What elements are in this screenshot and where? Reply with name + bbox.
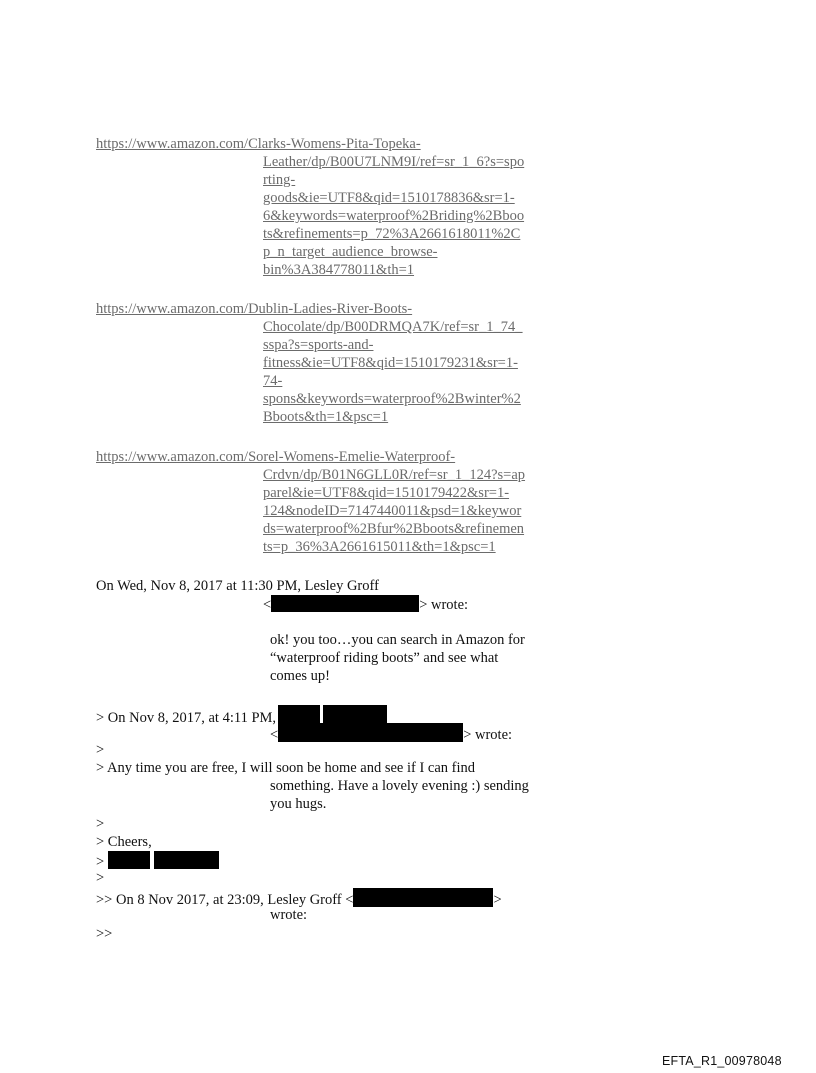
link-1-line-4[interactable]: goods&ie=UTF8&qid=1510178836&sr=1- <box>263 190 515 206</box>
redaction-bar <box>154 851 219 869</box>
reply-body-line-1: ok! you too…you can search in Amazon for <box>270 632 525 648</box>
redaction-bar <box>271 595 419 612</box>
link-2-line-3[interactable]: sspa?s=sports-and- <box>263 337 374 353</box>
quote-1-header-text: > On Nov 8, 2017, at 4:11 PM, <box>96 710 277 726</box>
redaction-bar <box>323 705 387 725</box>
link-3-line-3[interactable]: parel&ie=UTF8&qid=1510179422&sr=1- <box>263 485 510 501</box>
quote-2-header-text: >> On 8 Nov 2017, at 23:09, Lesley Groff < <box>96 892 354 908</box>
link-3-line-4[interactable]: 124&nodeID=7147440011&psd=1&keywor <box>263 503 522 519</box>
quote-marker: > <box>96 742 105 758</box>
link-3-line-5[interactable]: ds=waterproof%2Bfur%2Bboots&refinemen <box>263 521 525 537</box>
link-2-line-5[interactable]: 74- <box>263 373 283 389</box>
quote-signature <box>96 851 219 871</box>
quote-marker-double: >> <box>96 926 113 942</box>
link-1-line-7[interactable]: p_n_target_audience_browse- <box>263 244 438 260</box>
quote-1-address <box>270 723 512 744</box>
link-1-line-3[interactable]: rting- <box>263 172 296 188</box>
link-3-line-2[interactable]: Crdvn/dp/B01N6GLL0R/ref=sr_1_124?s=ap <box>263 467 526 483</box>
reply-body-line-2: “waterproof riding boots” and see what <box>270 650 499 666</box>
quote-cheers: > Cheers, <box>96 834 152 850</box>
link-1-line-6[interactable]: ts&refinements=p_72%3A2661618011%2C <box>263 226 521 242</box>
link-2-line-4[interactable]: fitness&ie=UTF8&qid=1510179231&sr=1- <box>263 355 518 371</box>
link-1-line-1[interactable]: https://www.amazon.com/Clarks-Womens-Pita-Topeka- <box>96 136 421 152</box>
reply-wrote: > wrote: <box>419 597 469 613</box>
redaction-bar <box>278 723 463 742</box>
quote-1-wrote: > wrote: <box>463 727 513 743</box>
quote-1-body-line-1: > Any time you are free, I will soon be home and see if I can find <box>96 760 476 776</box>
reply-open-bracket: < <box>263 597 272 613</box>
link-1-line-5[interactable]: 6&keywords=waterproof%2Briding%2Bboo <box>263 208 525 224</box>
redaction-bar <box>108 851 150 869</box>
link-2-line-1[interactable]: https://www.amazon.com/Dublin-Ladies-River-Boots- <box>96 301 413 317</box>
quote-marker: > <box>96 816 105 832</box>
quote-2-close-bracket: > <box>493 892 502 908</box>
link-1-line-2[interactable]: Leather/dp/B00U7LNM9I/ref=sr_1_6?s=spo <box>263 154 525 170</box>
quote-1-body-line-3: you hugs. <box>270 796 327 812</box>
link-3-line-6[interactable]: ts=p_36%3A2661615011&th=1&psc=1 <box>263 539 496 555</box>
redaction-bar <box>353 888 493 907</box>
reply-header-address <box>263 595 468 614</box>
reply-header: On Wed, Nov 8, 2017 at 11:30 PM, Lesley Groff <box>96 578 379 594</box>
quote-marker: > <box>96 870 105 886</box>
quote-2-wrote: wrote: <box>270 907 308 923</box>
link-2-line-7[interactable]: Bboots&th=1&psc=1 <box>263 409 389 425</box>
bates-number: EFTA_R1_00978048 <box>662 1054 782 1068</box>
quote-1-open-bracket: < <box>270 727 279 743</box>
redaction-bar <box>278 705 320 725</box>
link-2-line-6[interactable]: spons&keywords=waterproof%2Bwinter%2 <box>263 391 521 407</box>
link-3-line-1[interactable]: https://www.amazon.com/Sorel-Womens-Emelie-Waterproof- <box>96 449 456 465</box>
reply-body-line-3: comes up! <box>270 668 330 684</box>
quote-1-body-line-2: something. Have a lovely evening :) sending <box>270 778 529 794</box>
quote-marker: > <box>96 854 105 870</box>
link-1-line-8[interactable]: bin%3A384778011&th=1 <box>263 262 415 278</box>
link-2-line-2[interactable]: Chocolate/dp/B00DRMQA7K/ref=sr_1_74_ <box>263 319 523 335</box>
